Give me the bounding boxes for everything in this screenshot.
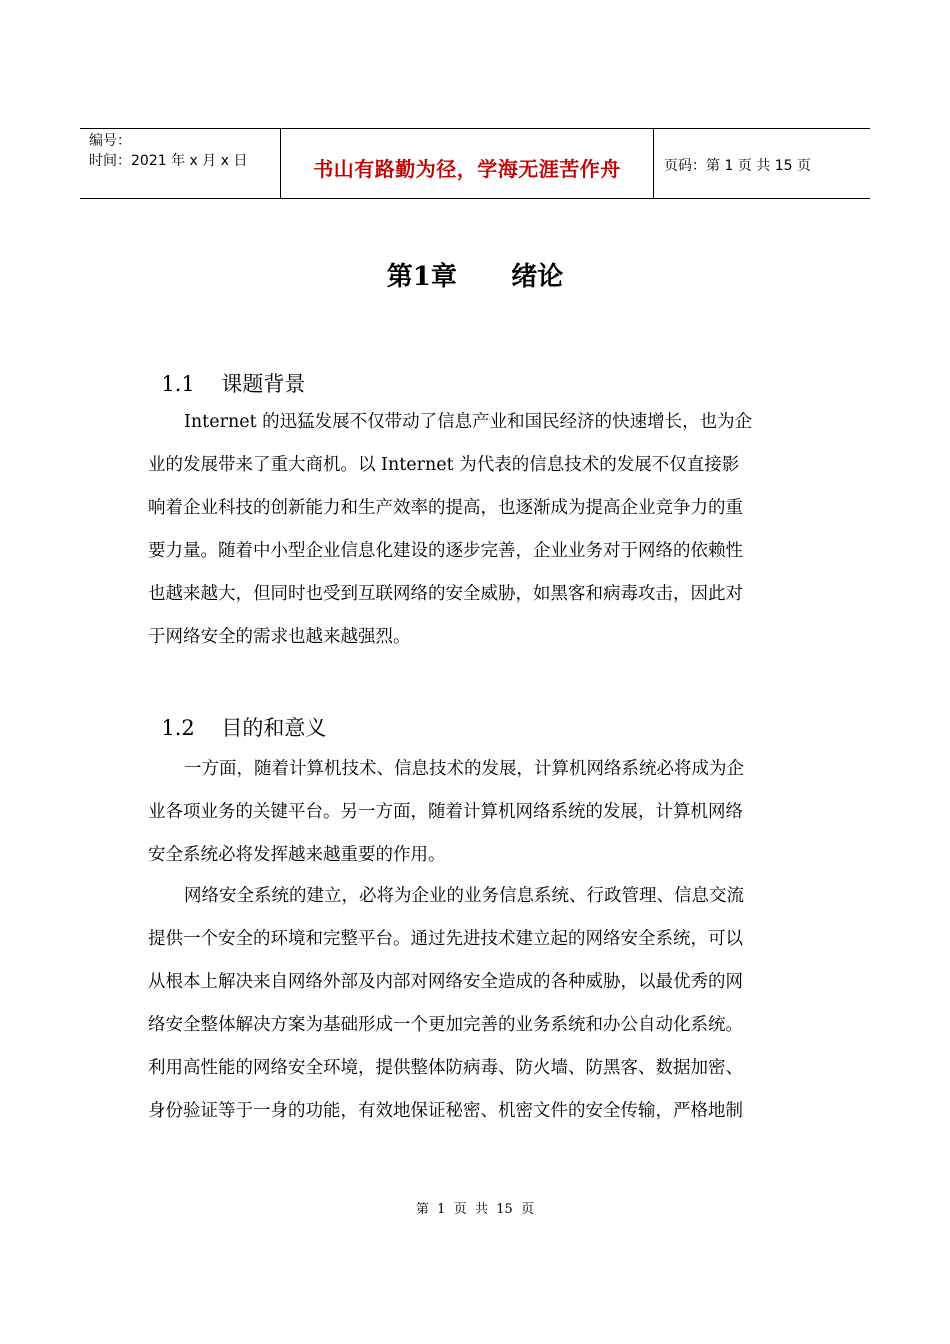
document-header-table xyxy=(80,128,870,199)
paragraph-purpose-2 xyxy=(148,875,808,1133)
paragraph-line: 络安全整体解决方案为基础形成一个更加完善的业务系统和办公自动化系统。 xyxy=(148,1015,743,1035)
section-number: 1.1 xyxy=(161,372,195,396)
document-date-label: 时间：2021 年 x 月 x 日 xyxy=(89,153,248,169)
paragraph-line: Internet 的迅猛发展不仅带动了信息产业和国民经济的快速增长，也为企 xyxy=(184,412,753,432)
paragraph-line: 网络安全系统的建立，必将为企业的业务信息系统、行政管理、信息交流 xyxy=(184,886,744,906)
header-page-cell xyxy=(654,129,870,198)
paragraph-line: 身份验证等于一身的功能，有效地保证秘密、机密文件的安全传输，严格地制 xyxy=(148,1101,743,1121)
paragraph-line: 也越来越大，但同时也受到互联网络的安全威胁，如黑客和病毒攻击，因此对 xyxy=(148,584,743,604)
paragraph-line: 安全系统必将发挥越来越重要的作用。 xyxy=(148,845,446,865)
paragraph-line: 响着企业科技的创新能力和生产效率的提高，也逐渐成为提高企业竞争力的重 xyxy=(148,498,743,518)
paragraph-line: 从根本上解决来自网络外部及内部对网络安全造成的各种威胁，以最优秀的网 xyxy=(148,972,743,992)
section-heading-1-2 xyxy=(148,688,326,742)
paragraph-background xyxy=(148,401,808,659)
document-number-label: 编号： xyxy=(89,133,131,149)
header-motto: 书山有路勤为径，学海无涯苦作舟 xyxy=(313,157,621,181)
header-meta-cell xyxy=(80,129,281,198)
section-heading-1-1 xyxy=(148,344,305,398)
page-footer: 第 1 页 共 15 页 xyxy=(415,1202,535,1217)
paragraph-purpose-1 xyxy=(148,748,808,877)
section-title: 目的和意义 xyxy=(221,716,327,740)
section-title: 课题背景 xyxy=(221,372,306,396)
header-motto-cell xyxy=(281,129,654,198)
paragraph-line: 提供一个安全的环境和完整平台。通过先进技术建立起的网络安全系统，可以 xyxy=(148,929,743,949)
paragraph-line: 利用高性能的网络安全环境，提供整体防病毒、防火墙、防黑客、数据加密、 xyxy=(148,1058,743,1078)
paragraph-line: 业各项业务的关键平台。另一方面，随着计算机网络系统的发展，计算机网络 xyxy=(148,802,743,822)
header-page-info: 页码：第 1 页 共 15 页 xyxy=(664,158,811,174)
paragraph-line: 要力量。随着中小型企业信息化建设的逐步完善，企业业务对于网络的依赖性 xyxy=(148,541,743,561)
section-number: 1.2 xyxy=(161,716,195,740)
paragraph-line: 业的发展带来了重大商机。以 Internet 为代表的信息技术的发展不仅直接影 xyxy=(148,455,740,475)
paragraph-line: 一方面，随着计算机技术、信息技术的发展，计算机网络系统必将成为企 xyxy=(184,759,744,779)
paragraph-line: 于网络安全的需求也越来越强烈。 xyxy=(148,627,411,647)
chapter-title: 第1章 绪论 xyxy=(386,262,564,292)
